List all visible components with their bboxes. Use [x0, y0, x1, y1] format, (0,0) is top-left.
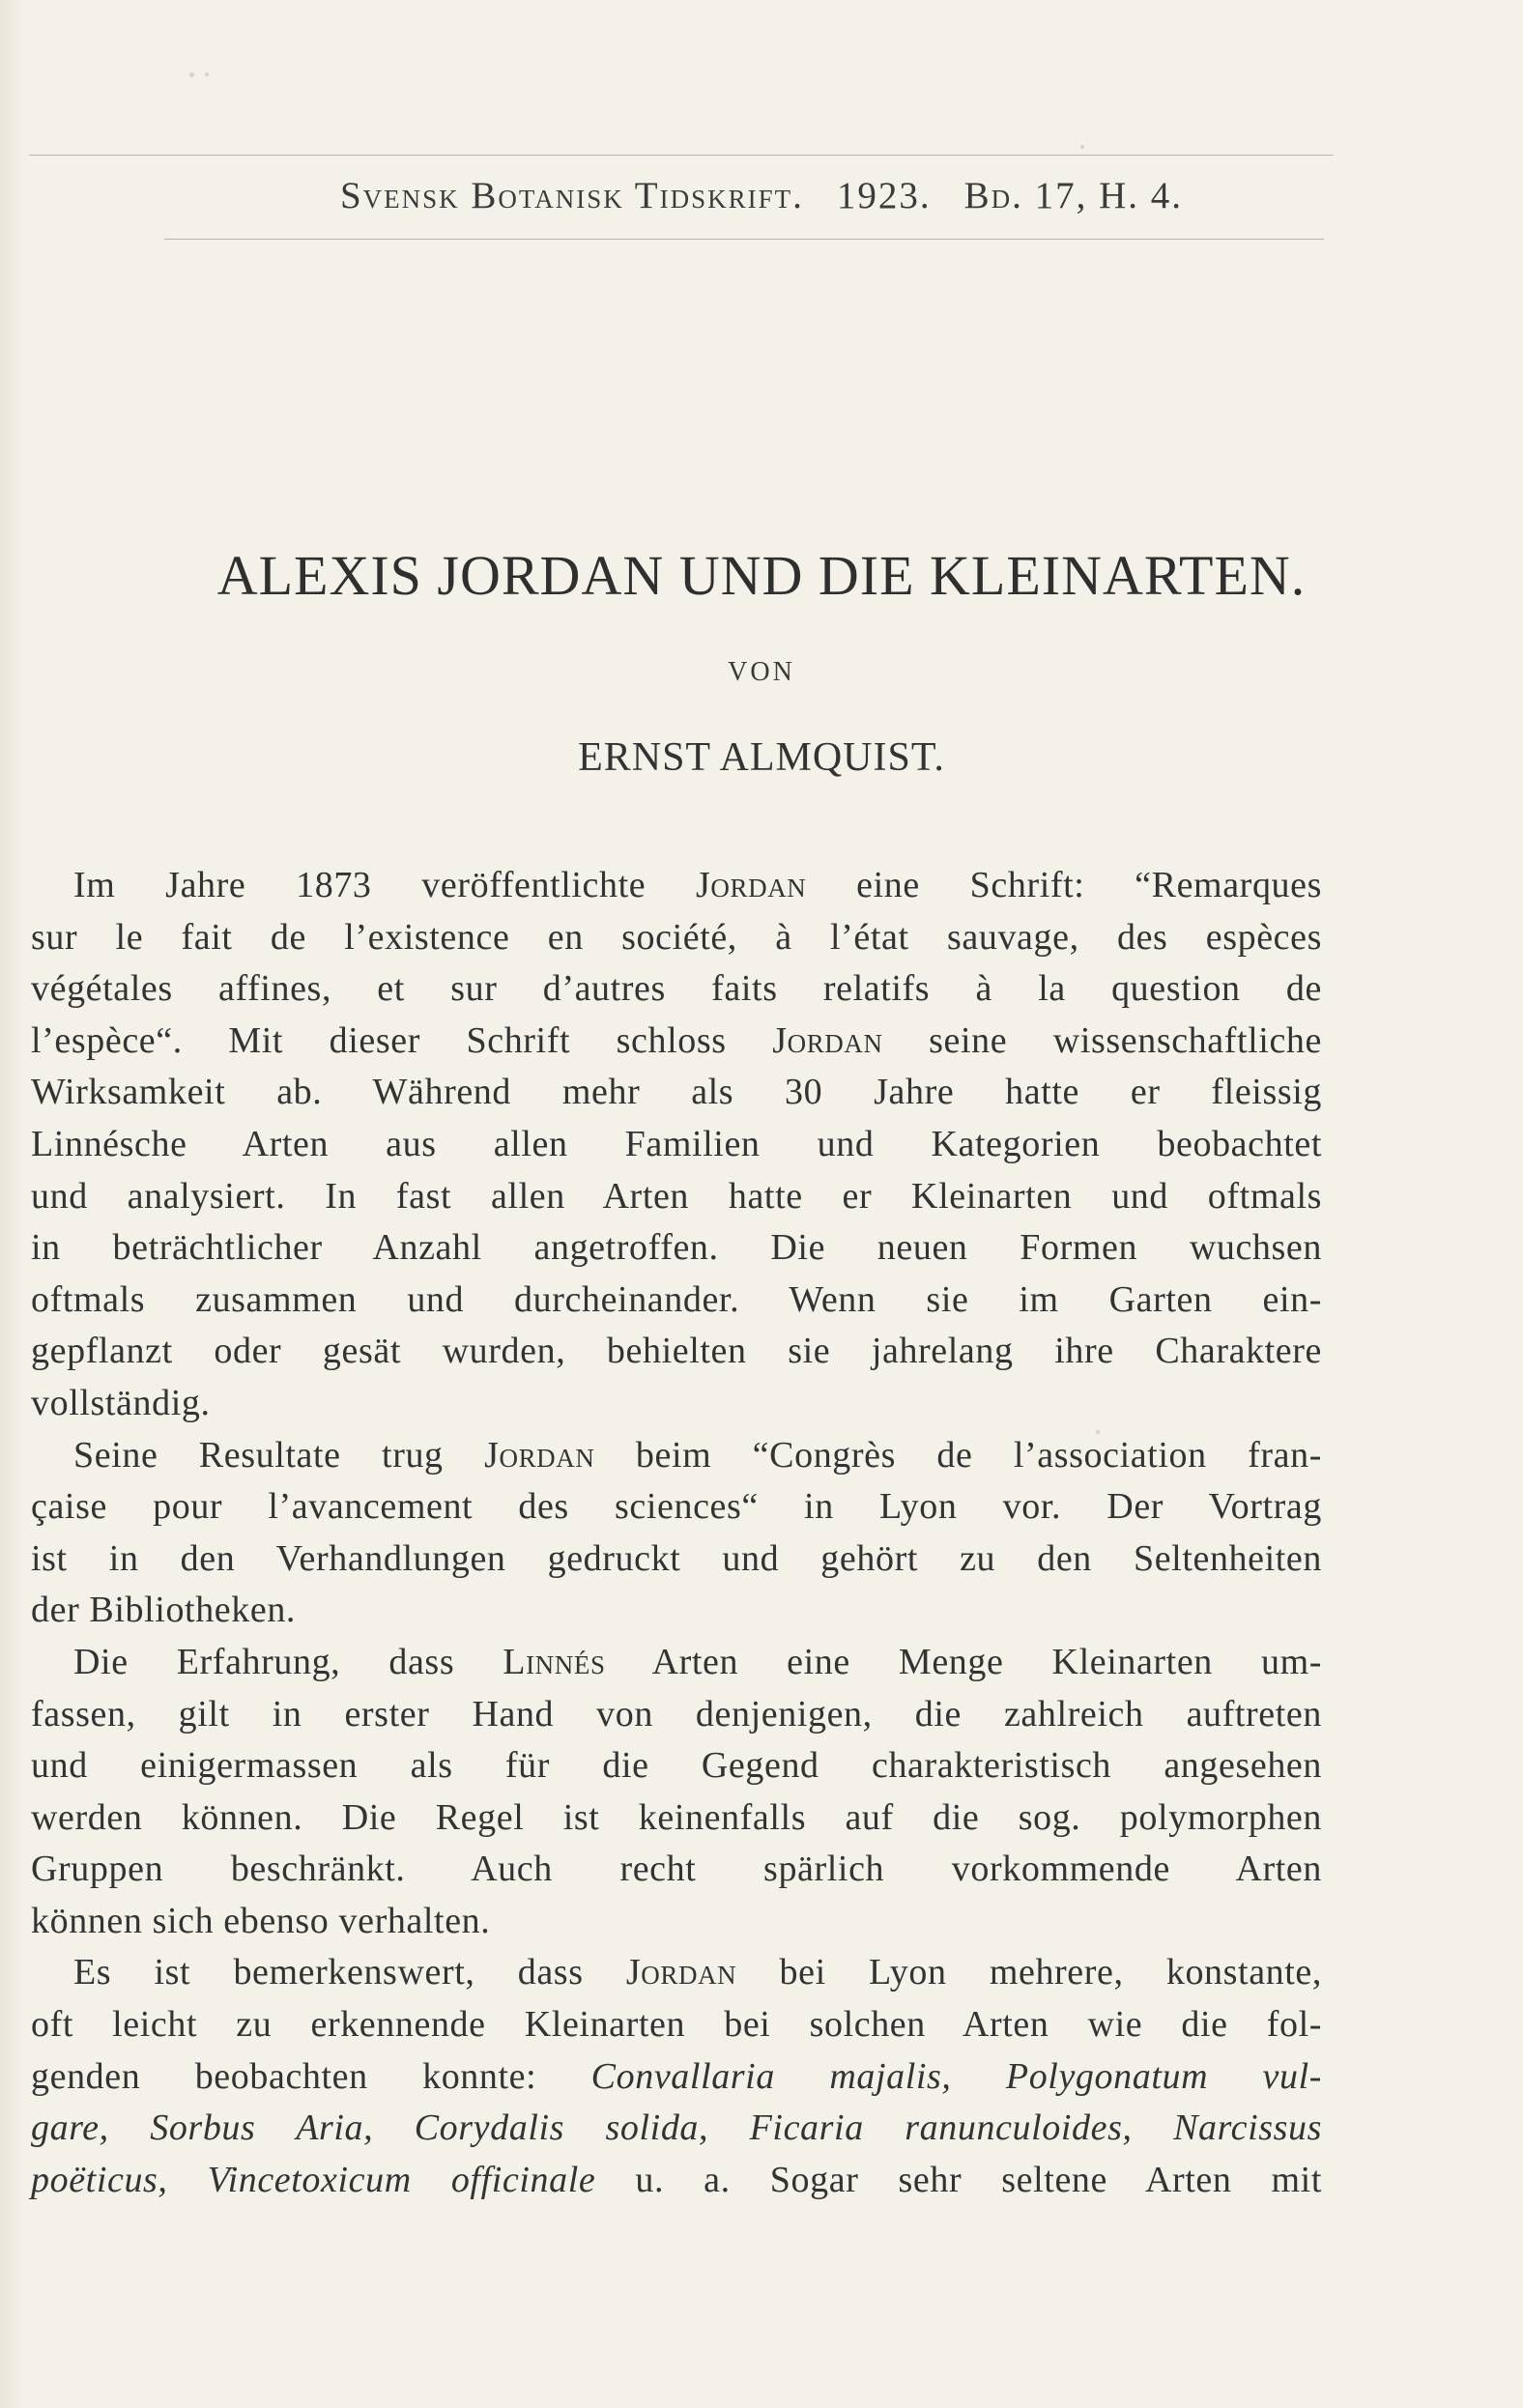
text-line — [31, 1430, 1322, 1482]
journal-volume: Bd. 17, H. 4. — [963, 175, 1184, 216]
text-line — [31, 1067, 1322, 1119]
text-run: Gruppen beschränkt. Auch recht spärlich vorkommende Arten — [31, 1849, 1322, 1890]
text-line — [31, 2103, 1322, 2155]
text-line — [31, 1326, 1322, 1378]
print-speck — [1096, 1430, 1100, 1434]
text-run: çaise pour l’avancement des sciences“ in Lyon vor. Der Vortrag — [31, 1486, 1322, 1528]
text-line — [31, 1740, 1322, 1792]
byline-von: VON — [728, 657, 795, 687]
text-line — [31, 1689, 1322, 1741]
author-name-smallcaps: Jordan — [625, 1952, 737, 1993]
text-line — [31, 1792, 1322, 1845]
text-line — [31, 2051, 1322, 2104]
text-run: Arten eine Menge Kleinarten um- — [605, 1641, 1322, 1682]
text-run: oft leicht zu erkennende Kleinarten bei solchen Arten wie die fol- — [31, 2004, 1322, 2046]
text-run: l’espèce“. Mit dieser Schrift schloss — [31, 1019, 773, 1061]
text-line — [31, 1016, 1322, 1068]
text-run: Wirksamkeit ab. Während mehr als 30 Jahre hatte er fleissig — [31, 1072, 1322, 1113]
text-line — [31, 2155, 1322, 2207]
article-title: ALEXIS JORDAN UND DIE KLEINARTEN. — [216, 544, 1307, 607]
text-line — [31, 1119, 1322, 1171]
author-name-smallcaps: Jordan — [484, 1434, 595, 1476]
running-header — [0, 174, 1523, 217]
taxon-name-italic: poëticus, Vincetoxicum officinale — [31, 2159, 596, 2200]
text-line — [31, 1896, 1322, 1948]
text-run: und einigermassen als für die Gegend charakteristisch angesehen — [31, 1745, 1322, 1787]
taxon-name-italic: gare, Sorbus Aria, Corydalis solida, Ficaria ranunculoides, Narcissus — [31, 2107, 1322, 2149]
text-run: fassen, gilt in erster Hand von denjenigen, die zahlreich auftreten — [31, 1693, 1322, 1734]
text-run: végétales affines, et sur d’autres faits relatifs à la question de — [31, 968, 1322, 1010]
text-line — [31, 1999, 1322, 2051]
text-run: bei Lyon mehrere, konstante, — [736, 1952, 1322, 1993]
text-run: genden beobachten konnte: — [31, 2055, 591, 2097]
author-name-smallcaps: Linnés — [503, 1641, 606, 1682]
print-speck — [1080, 145, 1084, 149]
text-line — [31, 1222, 1322, 1275]
body-text — [31, 860, 1322, 2206]
print-speck — [205, 72, 209, 76]
text-line — [31, 1585, 1322, 1637]
text-run: gepflanzt oder gesät wurden, behielten sie jahrelang ihre Charaktere — [31, 1331, 1322, 1372]
page-edge-shading — [0, 0, 25, 2408]
text-line — [31, 1947, 1322, 1999]
header-bottom-rule — [164, 239, 1324, 240]
text-run: oftmals zusammen und durcheinander. Wenn sie im Garten ein- — [31, 1278, 1322, 1320]
author-name-smallcaps: Jordan — [696, 865, 807, 905]
print-speck — [189, 72, 194, 77]
text-line — [31, 1378, 1322, 1430]
text-run: werden können. Die Regel ist keinenfalls auf die sog. polymorphen — [31, 1796, 1322, 1838]
text-run: vollständig. — [31, 1382, 211, 1423]
text-run: seine wissenschaftliche — [882, 1019, 1322, 1061]
journal-year: 1923. — [836, 175, 932, 216]
text-run: sur le fait de l’existence en société, à l’état sauvage, des espèces — [31, 916, 1322, 958]
text-run: u. a. Sogar sehr seltene Arten mit — [595, 2159, 1322, 2200]
text-run: in beträchtlicher Anzahl angetroffen. Die neuen Formen wuchsen — [31, 1227, 1322, 1269]
text-line — [31, 963, 1322, 1016]
author-name: ERNST ALMQUIST. — [578, 735, 945, 780]
header-top-rule — [29, 155, 1334, 156]
text-run: eine Schrift: “Remarques — [806, 865, 1322, 905]
text-run: ist in den Verhandlungen gedruckt und gehört zu den Seltenheiten — [31, 1537, 1322, 1579]
text-run: Linnésche Arten aus allen Familien und Kategorien beobachtet — [31, 1123, 1322, 1164]
text-line — [31, 1275, 1322, 1327]
text-run: und analysiert. In fast allen Arten hatte er Kleinarten und oftmals — [31, 1175, 1322, 1217]
text-line — [31, 1481, 1322, 1534]
text-run: Seine Resultate trug — [73, 1434, 485, 1476]
text-run: Die Erfahrung, dass — [73, 1641, 503, 1682]
text-line — [31, 1171, 1322, 1223]
text-line — [31, 1637, 1322, 1689]
text-line — [31, 1534, 1322, 1586]
journal-name: Svensk Botanisk Tidskrift. — [339, 175, 804, 216]
text-line — [31, 1844, 1322, 1896]
text-run: können sich ebenso verhalten. — [31, 1900, 491, 1941]
text-run: beim “Congrès de l’association fran- — [594, 1434, 1322, 1476]
text-line — [31, 860, 1322, 912]
author-name-smallcaps: Jordan — [772, 1019, 883, 1061]
text-run: Im Jahre 1873 veröffentlichte — [73, 865, 697, 905]
text-run: Es ist bemerkenswert, dass — [73, 1952, 626, 1993]
text-run: der Bibliotheken. — [31, 1590, 297, 1631]
text-line — [31, 912, 1322, 964]
taxon-name-italic: Convallaria majalis, Polygonatum vul- — [590, 2055, 1322, 2097]
